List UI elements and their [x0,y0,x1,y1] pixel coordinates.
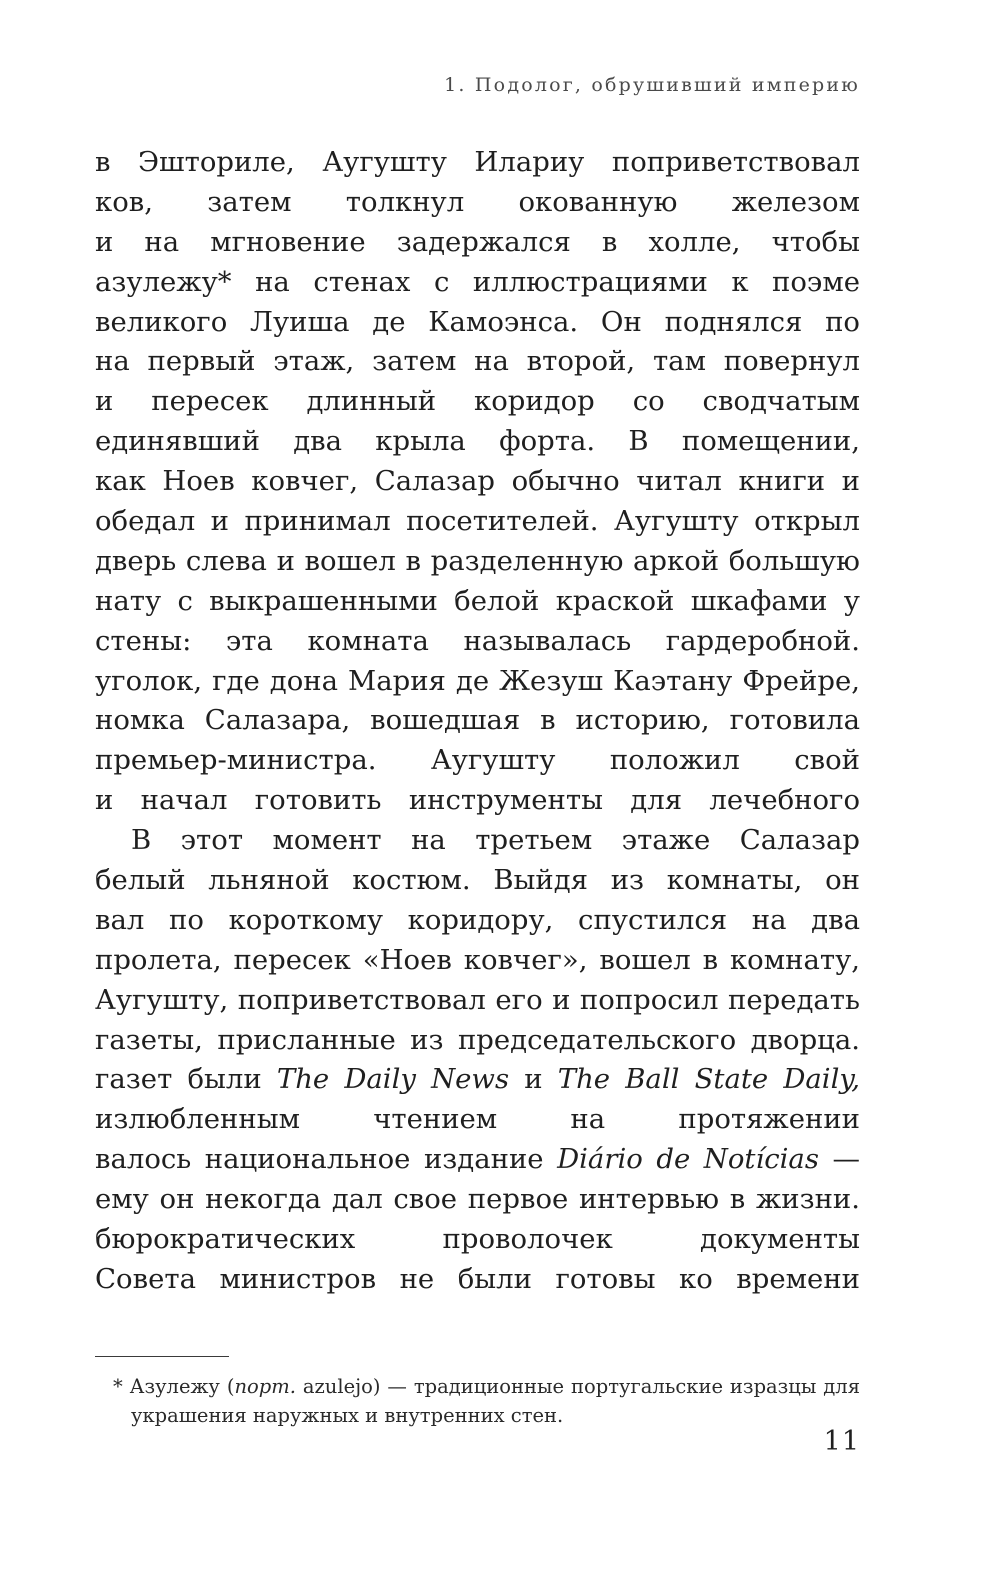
text-line: нату с выкрашенными белой краской шкафами у [95,584,860,617]
text-line: ков, затем толкнул окованную железом [95,185,860,218]
paragraph-first-line: В этот момент на третьем этаже Салазар [131,824,860,857]
text-line: белый льняной костюм. Выйдя из комнаты, он [95,864,860,897]
footnote-abbreviation: порт. [234,1375,296,1398]
text-run: и [509,1063,558,1096]
running-head: 1. Подолог, обрушивший империю [444,74,860,96]
text-line: и пересек длинный коридор со сводчатым [95,385,860,418]
text-line-with-titles [95,1060,860,1100]
newspaper-title: The Daily News [276,1063,510,1096]
text-line: Аугушту, поприветствовал его и попросил передать [95,983,860,1016]
text-line: азулежу* на стенах с иллюстрациями к поэме [95,265,860,298]
footnote-line [95,1372,860,1401]
text-run: валось национальное издание [95,1143,558,1176]
footnote [95,1372,860,1430]
footnote-line: украшения наружных и внутренних стен. [131,1404,564,1427]
text-line: ему он некогда дал свое первое интервью в жизни. [95,1183,860,1216]
text-run: — [832,1143,860,1176]
text-line: великого Луиша де Камоэнса. Он поднялся по [95,305,860,338]
text-line: обедал и принимал посетителей. Аугушту открыл [95,505,860,538]
body-text [95,143,860,1300]
page-number: 11 [823,1426,860,1457]
text-line: и на мгновение задержался в холле, чтобы [95,225,860,258]
text-line: на первый этаж, затем на второй, там повернул [95,345,860,378]
footnote-text: azulejo) — традиционные португальские изразцы для [295,1375,860,1398]
text-line: вал по короткому коридору, спустился на два [95,903,860,936]
text-line: и начал готовить инструменты для лечебного [95,784,860,817]
text-line: единявший два крыла форта. В помещении, [95,425,860,458]
text-line: премьер-министра. Аугушту положил свой [95,744,860,777]
newspaper-title: Diário de Notícias [557,1143,819,1176]
text-line: в Эшториле, Аугушту Илариу поприветствовал [95,146,860,178]
text-line: газеты, присланные из председательского дворца. [95,1023,860,1056]
text-line: номка Салазара, вошедшая в историю, готовила [95,704,860,737]
newspaper-title: The Ball State Daily, [557,1063,860,1096]
text-line: уголок, где дона Мария де Жезуш Каэтану Фрейре, [95,664,860,697]
text-line-with-title [95,1140,860,1180]
text-line: излюбленным чтением на протяжении [95,1103,860,1136]
footnote-text: * Азулежу ( [113,1375,235,1398]
text-line: дверь слева и вошел в разделенную аркой большую [95,544,860,577]
text-run: газет были [95,1063,277,1096]
text-line: бюрократических проволочек документы [95,1223,860,1256]
text-line: стены: эта комната называлась гардеробной. [95,624,860,657]
text-line: пролета, пересек «Ноев ковчег», вошел в комнату, [95,943,860,976]
text-line: Совета министров не были готовы ко времени [95,1262,860,1295]
text-line: как Ноев ковчег, Салазар обычно читал книги и [95,465,860,498]
footnote-divider [95,1356,229,1357]
